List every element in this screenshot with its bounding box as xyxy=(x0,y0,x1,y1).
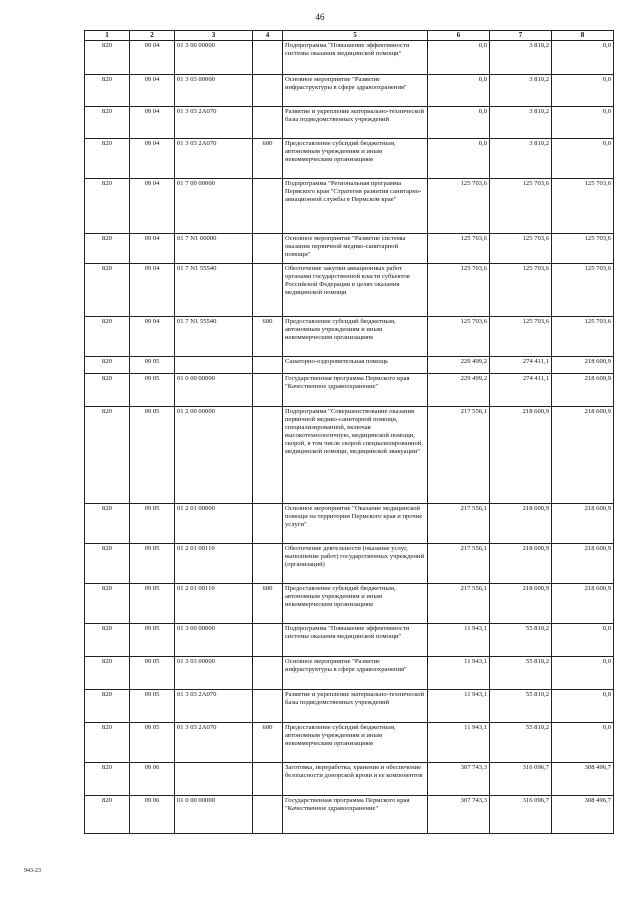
table-row xyxy=(85,178,614,233)
section-code-cell: 09 04 xyxy=(130,263,175,316)
amount-col6-cell: 307 743,3 xyxy=(428,762,490,795)
name-cell: Обеспечение деятельности (оказание услуг, выполнение работ) государственных учреждений (организаций) xyxy=(283,543,428,583)
amount-col6-cell: 229 499,2 xyxy=(428,373,490,406)
admin-code-cell: 820 xyxy=(85,373,130,406)
section-code-cell: 09 05 xyxy=(130,722,175,762)
table-row xyxy=(85,623,614,656)
target-article-cell: 01 0 00 00000 xyxy=(175,795,253,833)
amount-col8-cell: 125 703,6 xyxy=(552,178,614,233)
target-article-cell: 01 3 03 00000 xyxy=(175,656,253,689)
expense-type-cell: 600 xyxy=(253,583,283,623)
name-cell: Основное мероприятие "Развитие инфраструктуры в сфере здравоохранения" xyxy=(283,656,428,689)
name-cell: Обеспечение закупки авиационных работ органами государственной власти субъектов Российской Федерации в целях оказания медицинской помощи xyxy=(283,263,428,316)
expense-type-cell xyxy=(253,689,283,722)
table-header-row xyxy=(85,31,614,41)
amount-col8-cell: 0,0 xyxy=(552,689,614,722)
table-row xyxy=(85,40,614,74)
section-code-cell: 09 04 xyxy=(130,40,175,74)
admin-code-cell: 820 xyxy=(85,503,130,543)
admin-code-cell: 820 xyxy=(85,543,130,583)
amount-col7-cell: 125 703,6 xyxy=(490,233,552,263)
section-code-cell: 09 05 xyxy=(130,373,175,406)
amount-col6-cell: 217 556,1 xyxy=(428,583,490,623)
amount-col7-cell: 218 600,9 xyxy=(490,406,552,503)
name-cell: Государственная программа Пермского края "Качественное здравоохранение" xyxy=(283,795,428,833)
amount-col6-cell: 217 556,1 xyxy=(428,406,490,503)
amount-col8-cell: 0,0 xyxy=(552,40,614,74)
table-body xyxy=(85,40,614,833)
amount-col7-cell: 55 810,2 xyxy=(490,689,552,722)
amount-col6-cell: 0,0 xyxy=(428,138,490,178)
name-cell: Развитие и укрепление материально-технической базы подведомственных учреждений xyxy=(283,689,428,722)
target-article-cell: 01 3 03 2А070 xyxy=(175,689,253,722)
admin-code-cell: 820 xyxy=(85,762,130,795)
table-row xyxy=(85,106,614,138)
amount-col8-cell: 0,0 xyxy=(552,106,614,138)
amount-col6-cell: 0,0 xyxy=(428,40,490,74)
section-code-cell: 09 05 xyxy=(130,503,175,543)
table-row xyxy=(85,656,614,689)
amount-col7-cell: 274 411,1 xyxy=(490,356,552,373)
table-row xyxy=(85,356,614,373)
target-article-cell: 01 7 N1 00000 xyxy=(175,233,253,263)
admin-code-cell: 820 xyxy=(85,795,130,833)
amount-col7-cell: 55 810,2 xyxy=(490,722,552,762)
column-header: 6 xyxy=(428,31,490,41)
target-article-cell: 01 2 01 00000 xyxy=(175,503,253,543)
amount-col6-cell: 11 943,1 xyxy=(428,722,490,762)
budget-table xyxy=(84,30,614,834)
amount-col7-cell: 3 810,2 xyxy=(490,106,552,138)
document-code: 943-23 xyxy=(24,868,41,874)
amount-col7-cell: 3 810,2 xyxy=(490,74,552,106)
section-code-cell: 09 05 xyxy=(130,356,175,373)
admin-code-cell: 820 xyxy=(85,178,130,233)
name-cell: Подпрограмма "Повышение эффективности системы оказания медицинской помощи" xyxy=(283,40,428,74)
target-article-cell: 01 3 00 00000 xyxy=(175,623,253,656)
column-header: 1 xyxy=(85,31,130,41)
section-code-cell: 09 06 xyxy=(130,762,175,795)
amount-col6-cell: 125 703,6 xyxy=(428,263,490,316)
amount-col7-cell: 274 411,1 xyxy=(490,373,552,406)
amount-col8-cell: 0,0 xyxy=(552,656,614,689)
name-cell: Основное мероприятие "Развитие системы оказания первичной медико-санитарной помощи" xyxy=(283,233,428,263)
section-code-cell: 09 04 xyxy=(130,74,175,106)
admin-code-cell: 820 xyxy=(85,406,130,503)
section-code-cell: 09 04 xyxy=(130,106,175,138)
amount-col7-cell: 218 600,9 xyxy=(490,543,552,583)
target-article-cell xyxy=(175,356,253,373)
column-header: 3 xyxy=(175,31,253,41)
expense-type-cell xyxy=(253,178,283,233)
column-header: 2 xyxy=(130,31,175,41)
amount-col7-cell: 55 810,2 xyxy=(490,656,552,689)
target-article-cell: 01 7 N1 55540 xyxy=(175,316,253,356)
name-cell: Предоставление субсидий бюджетным, автономным учреждениям и иным некоммерческим организациям xyxy=(283,316,428,356)
name-cell: Подпрограмма "Региональная программа Пермского края "Стратегия развития санитарно-авиационной службы в Пермском крае" xyxy=(283,178,428,233)
name-cell: Основное мероприятие "Оказание медицинской помощи на территории Пермского края и прочие услуги" xyxy=(283,503,428,543)
table-row xyxy=(85,373,614,406)
expense-type-cell xyxy=(253,74,283,106)
table-row xyxy=(85,406,614,503)
amount-col7-cell: 316 096,7 xyxy=(490,795,552,833)
section-code-cell: 09 05 xyxy=(130,689,175,722)
amount-col6-cell: 217 556,1 xyxy=(428,543,490,583)
amount-col7-cell: 218 600,9 xyxy=(490,503,552,543)
expense-type-cell xyxy=(253,40,283,74)
amount-col6-cell: 0,0 xyxy=(428,106,490,138)
table-row xyxy=(85,233,614,263)
amount-col6-cell: 0,0 xyxy=(428,74,490,106)
name-cell: Подпрограмма "Повышение эффективности системы оказания медицинской помощи" xyxy=(283,623,428,656)
name-cell: Основное мероприятие "Развитие инфраструктуры в сфере здравоохранения" xyxy=(283,74,428,106)
amount-col8-cell: 218 600,9 xyxy=(552,356,614,373)
table-row xyxy=(85,138,614,178)
target-article-cell: 01 2 00 00000 xyxy=(175,406,253,503)
admin-code-cell: 820 xyxy=(85,138,130,178)
section-code-cell: 09 05 xyxy=(130,583,175,623)
page-number: 46 xyxy=(315,12,325,22)
name-cell: Развитие и укрепление материально-технической базы подведомственных учреждений xyxy=(283,106,428,138)
expense-type-cell: 600 xyxy=(253,316,283,356)
amount-col7-cell: 316 096,7 xyxy=(490,762,552,795)
table-row xyxy=(85,263,614,316)
amount-col6-cell: 125 703,6 xyxy=(428,233,490,263)
target-article-cell: 01 2 01 00110 xyxy=(175,543,253,583)
amount-col6-cell: 125 703,6 xyxy=(428,178,490,233)
expense-type-cell xyxy=(253,373,283,406)
expense-type-cell: 600 xyxy=(253,138,283,178)
table-row xyxy=(85,762,614,795)
target-article-cell: 01 3 03 2А070 xyxy=(175,722,253,762)
column-header: 8 xyxy=(552,31,614,41)
admin-code-cell: 820 xyxy=(85,74,130,106)
table-row xyxy=(85,316,614,356)
amount-col8-cell: 308 496,7 xyxy=(552,762,614,795)
admin-code-cell: 820 xyxy=(85,656,130,689)
name-cell: Предоставление субсидий бюджетным, автономным учреждениям и иным некоммерческим организациям xyxy=(283,138,428,178)
expense-type-cell xyxy=(253,795,283,833)
amount-col8-cell: 0,0 xyxy=(552,138,614,178)
amount-col6-cell: 11 943,1 xyxy=(428,689,490,722)
section-code-cell: 09 06 xyxy=(130,795,175,833)
amount-col6-cell: 11 943,1 xyxy=(428,656,490,689)
section-code-cell: 09 04 xyxy=(130,316,175,356)
admin-code-cell: 820 xyxy=(85,356,130,373)
target-article-cell: 01 0 00 00000 xyxy=(175,373,253,406)
admin-code-cell: 820 xyxy=(85,40,130,74)
admin-code-cell: 820 xyxy=(85,722,130,762)
target-article-cell: 01 7 N1 55540 xyxy=(175,263,253,316)
target-article-cell xyxy=(175,762,253,795)
section-code-cell: 09 04 xyxy=(130,138,175,178)
amount-col6-cell: 11 943,1 xyxy=(428,623,490,656)
admin-code-cell: 820 xyxy=(85,233,130,263)
table-row xyxy=(85,795,614,833)
amount-col7-cell: 125 703,6 xyxy=(490,316,552,356)
amount-col7-cell: 3 810,2 xyxy=(490,40,552,74)
amount-col6-cell: 307 743,3 xyxy=(428,795,490,833)
table-row xyxy=(85,503,614,543)
name-cell: Заготовка, переработка, хранение и обеспечение безопасности донорской крови и ее компонентов xyxy=(283,762,428,795)
expense-type-cell xyxy=(253,762,283,795)
expense-type-cell xyxy=(253,503,283,543)
amount-col7-cell: 3 810,2 xyxy=(490,138,552,178)
section-code-cell: 09 05 xyxy=(130,656,175,689)
amount-col6-cell: 125 703,6 xyxy=(428,316,490,356)
amount-col8-cell: 218 600,9 xyxy=(552,543,614,583)
amount-col7-cell: 125 703,6 xyxy=(490,178,552,233)
section-code-cell: 09 05 xyxy=(130,406,175,503)
admin-code-cell: 820 xyxy=(85,316,130,356)
table-row xyxy=(85,722,614,762)
amount-col6-cell: 229 499,2 xyxy=(428,356,490,373)
amount-col8-cell: 125 703,6 xyxy=(552,263,614,316)
target-article-cell: 01 7 00 00000 xyxy=(175,178,253,233)
expense-type-cell xyxy=(253,656,283,689)
name-cell: Предоставление субсидий бюджетным, автономным учреждениям и иным некоммерческим организациям xyxy=(283,583,428,623)
amount-col8-cell: 218 600,9 xyxy=(552,583,614,623)
amount-col8-cell: 0,0 xyxy=(552,623,614,656)
name-cell: Государственная программа Пермского края "Качественное здравоохранение" xyxy=(283,373,428,406)
admin-code-cell: 820 xyxy=(85,106,130,138)
section-code-cell: 09 05 xyxy=(130,543,175,583)
target-article-cell: 01 3 03 2А070 xyxy=(175,138,253,178)
amount-col8-cell: 125 703,6 xyxy=(552,233,614,263)
amount-col7-cell: 55 810,2 xyxy=(490,623,552,656)
name-cell: Подпрограмма "Совершенствование оказания первичной медико-санитарной помощи, специализированной, включая высокотехнологичную, медицинской помощи, скорой, в том числе скорой специализированной, медицинской помощи, медицинской эвакуации" xyxy=(283,406,428,503)
amount-col8-cell: 218 600,9 xyxy=(552,373,614,406)
target-article-cell: 01 3 03 00000 xyxy=(175,74,253,106)
expense-type-cell xyxy=(253,233,283,263)
amount-col8-cell: 0,0 xyxy=(552,74,614,106)
section-code-cell: 09 05 xyxy=(130,623,175,656)
amount-col7-cell: 125 703,6 xyxy=(490,263,552,316)
admin-code-cell: 820 xyxy=(85,263,130,316)
target-article-cell: 01 3 00 00000 xyxy=(175,40,253,74)
amount-col6-cell: 217 556,1 xyxy=(428,503,490,543)
expense-type-cell xyxy=(253,263,283,316)
target-article-cell: 01 2 01 00110 xyxy=(175,583,253,623)
admin-code-cell: 820 xyxy=(85,689,130,722)
amount-col8-cell: 218 600,9 xyxy=(552,406,614,503)
amount-col8-cell: 0,0 xyxy=(552,722,614,762)
expense-type-cell: 600 xyxy=(253,722,283,762)
name-cell: Предоставление субсидий бюджетным, автономным учреждениям и иным некоммерческим организациям xyxy=(283,722,428,762)
expense-type-cell xyxy=(253,623,283,656)
admin-code-cell: 820 xyxy=(85,583,130,623)
amount-col8-cell: 125 703,6 xyxy=(552,316,614,356)
expense-type-cell xyxy=(253,106,283,138)
expense-type-cell xyxy=(253,543,283,583)
amount-col8-cell: 218 600,9 xyxy=(552,503,614,543)
column-header: 5 xyxy=(283,31,428,41)
expense-type-cell xyxy=(253,406,283,503)
table-row xyxy=(85,583,614,623)
table-row xyxy=(85,543,614,583)
expense-type-cell xyxy=(253,356,283,373)
admin-code-cell: 820 xyxy=(85,623,130,656)
column-header: 7 xyxy=(490,31,552,41)
table-row xyxy=(85,74,614,106)
section-code-cell: 09 04 xyxy=(130,233,175,263)
column-header: 4 xyxy=(253,31,283,41)
target-article-cell: 01 3 03 2А070 xyxy=(175,106,253,138)
amount-col8-cell: 308 496,7 xyxy=(552,795,614,833)
table-row xyxy=(85,689,614,722)
amount-col7-cell: 218 600,9 xyxy=(490,583,552,623)
section-code-cell: 09 04 xyxy=(130,178,175,233)
name-cell: Санаторно-оздоровительная помощь xyxy=(283,356,428,373)
